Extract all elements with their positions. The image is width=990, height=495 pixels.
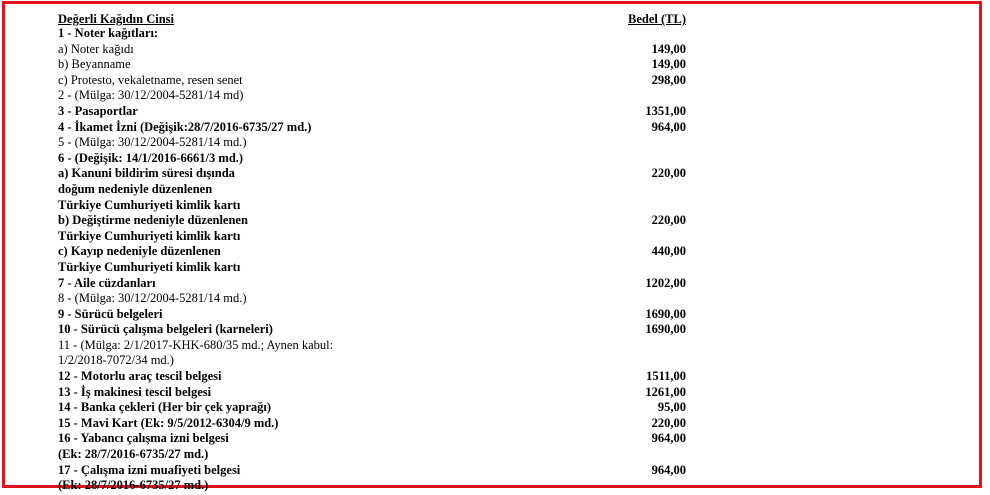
row-fee: 149,00 [651, 41, 686, 56]
row-label: a) Kanuni bildirim süresi dışında [58, 166, 235, 181]
row-label: Türkiye Cumhuriyeti kimlik kartı [58, 228, 241, 243]
row-label: 11 - (Mülga: 2/1/2017-KHK-680/35 md.; Aynen kabul: [58, 337, 334, 352]
table-row [58, 322, 698, 338]
row-label: b) Beyanname [58, 57, 131, 72]
table-row [58, 151, 698, 167]
row-fee: 1261,00 [645, 384, 686, 399]
table-header [58, 12, 698, 26]
row-fee: 220,00 [651, 166, 686, 181]
row-label: 7 - Aile cüzdanları [58, 275, 156, 290]
row-label: 14 - Banka çekleri (Her bir çek yaprağı) [58, 400, 272, 415]
table-row [58, 104, 698, 120]
table-row [58, 463, 698, 479]
row-fee: 1511,00 [646, 369, 686, 384]
table-row [58, 416, 698, 432]
table-row [58, 260, 698, 276]
row-fee: 440,00 [651, 244, 686, 259]
row-label: c) Kayıp nedeniyle düzenlenen [58, 244, 221, 259]
table-row [58, 182, 698, 198]
row-label: doğum nedeniyle düzenlenen [58, 181, 213, 196]
row-fee: 964,00 [651, 119, 686, 134]
row-label: 3 - Pasaportlar [58, 103, 138, 118]
table-row [58, 88, 698, 104]
table-row [58, 276, 698, 292]
table-row [58, 447, 698, 463]
row-fee: 220,00 [651, 415, 686, 430]
row-fee: 1690,00 [645, 322, 686, 337]
table-row [58, 478, 698, 494]
table-row [58, 307, 698, 323]
row-label: 12 - Motorlu araç tescil belgesi [58, 369, 222, 384]
fee-table [58, 12, 698, 494]
row-fee: 95,00 [657, 400, 686, 415]
row-label: b) Değiştirme nedeniyle düzenlenen [58, 213, 248, 228]
row-label: 9 - Sürücü belgeleri [58, 306, 163, 321]
table-row [58, 57, 698, 73]
row-label: 16 - Yabancı çalışma izni belgesi [58, 431, 229, 446]
row-label: (Ek: 28/7/2016-6735/27 md.) [58, 447, 209, 462]
table-body [58, 26, 698, 494]
row-label: 5 - (Mülga: 30/12/2004-5281/14 md.) [58, 135, 247, 150]
row-fee: 964,00 [651, 462, 686, 477]
table-row [58, 338, 698, 354]
row-label: 4 - İkamet İzni (Değişik:28/7/2016-6735/27 md.) [58, 119, 312, 134]
table-row [58, 42, 698, 58]
table-row [58, 244, 698, 260]
row-fee: 1351,00 [645, 103, 686, 118]
table-row [58, 431, 698, 447]
table-row [58, 198, 698, 214]
row-fee: 964,00 [651, 431, 686, 446]
row-label: 6 - (Değişik: 14/1/2016-6661/3 md.) [58, 150, 244, 165]
row-label: 1 - Noter kağıtları: [58, 26, 159, 40]
row-label: 17 - Çalışma izni muafiyeti belgesi [58, 462, 241, 477]
table-row [58, 135, 698, 151]
row-fee: 1690,00 [645, 306, 686, 321]
row-fee: 298,00 [651, 72, 686, 87]
table-row [58, 229, 698, 245]
row-label: 1/2/2018-7072/34 md.) [58, 353, 174, 368]
row-label: Türkiye Cumhuriyeti kimlik kartı [58, 259, 241, 274]
table-row [58, 166, 698, 182]
row-label: 15 - Mavi Kart (Ek: 9/5/2012-6304/9 md.) [58, 415, 279, 430]
row-label: (Ek: 28/7/2016-6735/27 md.) [58, 478, 209, 493]
row-fee: 149,00 [651, 57, 686, 72]
table-row [58, 120, 698, 136]
table-row [58, 213, 698, 229]
column-header-fee: Bedel (TL) [628, 12, 686, 26]
table-row [58, 369, 698, 385]
row-label: a) Noter kağıdı [58, 41, 134, 56]
row-label: Türkiye Cumhuriyeti kimlik kartı [58, 197, 241, 212]
row-fee: 220,00 [651, 213, 686, 228]
table-row [58, 353, 698, 369]
column-header-item: Değerli Kağıdın Cinsi [58, 12, 174, 26]
table-row [58, 73, 698, 89]
row-label: 8 - (Mülga: 30/12/2004-5281/14 md.) [58, 291, 247, 306]
row-label: 2 - (Mülga: 30/12/2004-5281/14 md) [58, 88, 244, 103]
table-row [58, 385, 698, 401]
row-label: c) Protesto, vekaletname, resen senet [58, 72, 243, 87]
table-row [58, 400, 698, 416]
table-row [58, 26, 698, 42]
row-label: 13 - İş makinesi tescil belgesi [58, 384, 212, 399]
table-row [58, 291, 698, 307]
row-label: 10 - Sürücü çalışma belgeleri (karneleri) [58, 322, 273, 337]
row-fee: 1202,00 [645, 275, 686, 290]
